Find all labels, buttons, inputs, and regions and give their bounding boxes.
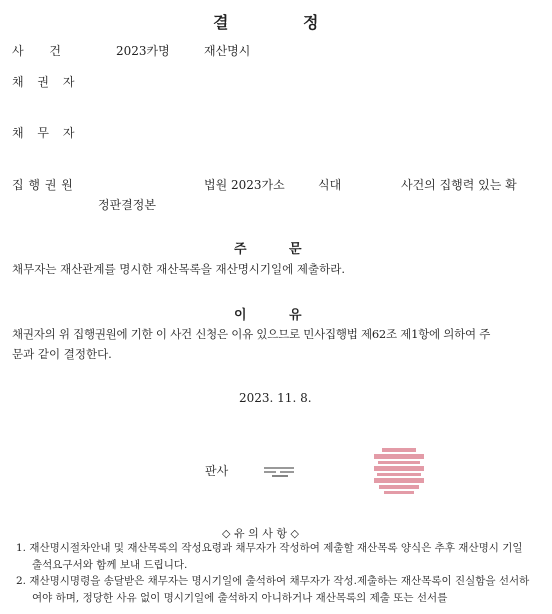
reason-heading-right: 유: [289, 308, 302, 323]
note-item-1: 1. 재산명시절차안내 및 재산목록의 작성요령과 채무자가 작성하여 제출할 재산목록 양식은 추후 재산명시 기일출석요구서와 함께 보내 드립니다.: [16, 542, 523, 571]
reason-text-line1: 채권자의 위 집행권원에 기한 이 사건 신청은 이유 있으므로 민사집행법 제62조 제1항에 의하여 주: [12, 327, 491, 341]
note-item-2: 2. 재산명시명령을 송달받은 채무자는 명시기일에 출석하여 채무자가 작성.제출하는 재산목록이 진실함을 선서하여야 하며, 정당한 사유 없이 명시기일에 출석하지 아니하거나 재산목록의 제출 또는 선서를: [16, 575, 530, 604]
order-heading-left: 주: [234, 242, 247, 257]
enforcement-desc-cont: 정판결정본: [98, 198, 156, 212]
enforcement-court: 법원 2023가소: [204, 178, 285, 192]
reason-heading-left: 이: [234, 308, 247, 323]
reason-text-line2: 문과 같이 결정한다.: [12, 347, 112, 361]
judge-label: 판사: [205, 464, 229, 478]
debtor-label: 채 무 자: [12, 126, 75, 140]
enforcement-desc: 사건의 집행력 있는 확: [401, 178, 517, 192]
title-char-right: 정: [303, 13, 319, 32]
title-char-left: 결: [213, 13, 229, 32]
court-seal: [374, 446, 424, 496]
judge-signature: [262, 464, 296, 478]
creditor-label: 채 권 자: [12, 75, 75, 89]
decision-date: 2023. 11. 8.: [239, 391, 312, 405]
case-label: 사 건: [12, 44, 61, 58]
case-number: 2023카명: [116, 44, 170, 58]
order-text: 채무자는 재산관계를 명시한 재산목록을 재산명시기일에 제출하라.: [12, 262, 345, 276]
enforcement-type: 식대: [318, 178, 342, 192]
order-heading-right: 문: [289, 242, 302, 257]
enforcement-title-label: 집 행 권 원: [12, 178, 73, 192]
notes-title: ◇ 유 의 사 항 ◇: [222, 527, 299, 540]
case-name: 재산명시: [204, 44, 251, 58]
